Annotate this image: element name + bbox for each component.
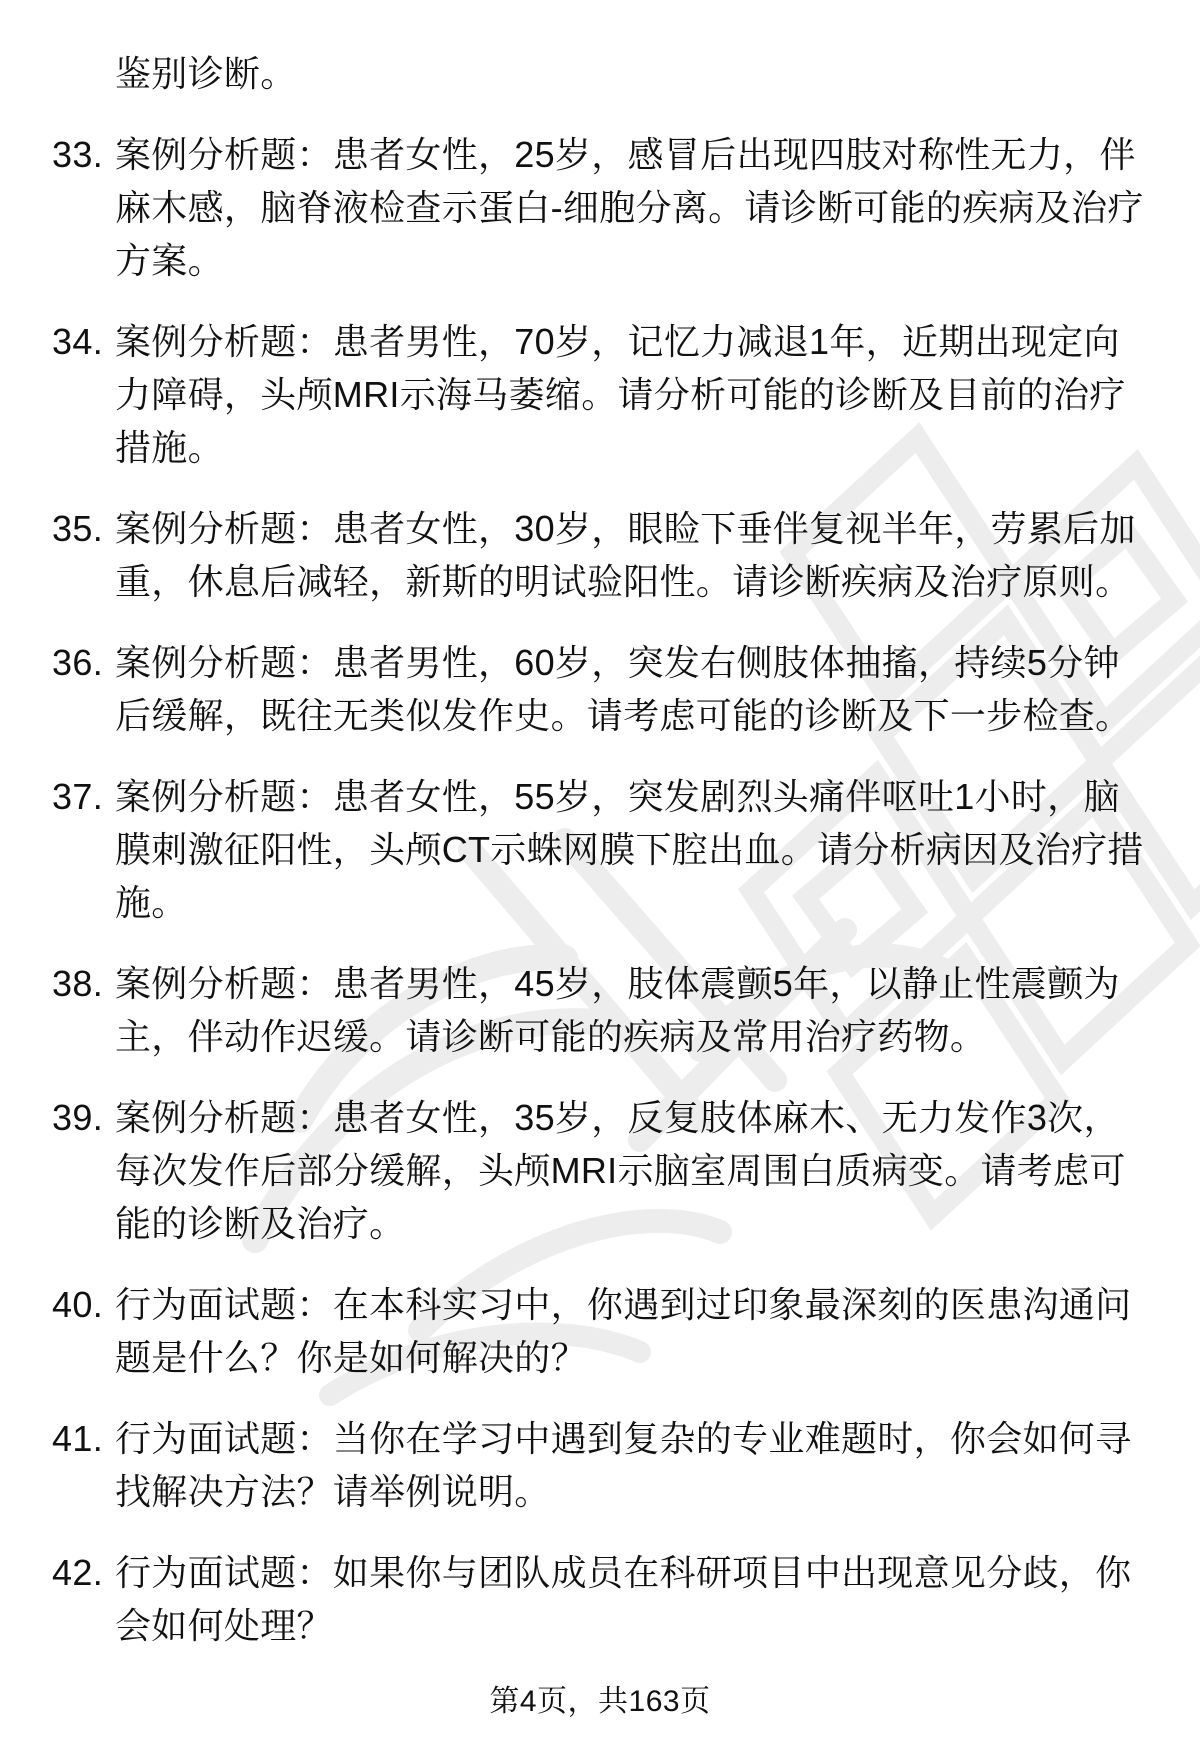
question-number: 41. bbox=[52, 1418, 103, 1459]
question-item bbox=[52, 128, 1150, 287]
question-number: 39. bbox=[52, 1097, 103, 1138]
question-number: 38. bbox=[52, 963, 103, 1004]
continuation-text: 鉴别诊断。 bbox=[115, 53, 297, 94]
question-text: 行为面试题：在本科实习中，你遇到过印象最深刻的医患沟通问题是什么？你是如何解决的？ bbox=[115, 1284, 1132, 1378]
question-text: 案例分析题：患者男性，60岁，突发右侧肢体抽搐，持续5分钟后缓解，既往无类似发作史。请考虑可能的诊断及下一步检查。 bbox=[115, 642, 1132, 736]
question-text: 案例分析题：患者男性，45岁，肢体震颤5年，以静止性震颤为主，伴动作迟缓。请诊断可能的疾病及常用治疗药物。 bbox=[115, 963, 1120, 1057]
question-item bbox=[52, 315, 1150, 474]
question-number: 40. bbox=[52, 1284, 103, 1325]
question-text: 案例分析题：患者女性，25岁，感冒后出现四肢对称性无力，伴麻木感，脑脊液检查示蛋白-细胞分离。请诊断可能的疾病及治疗方案。 bbox=[115, 134, 1144, 281]
question-list bbox=[52, 47, 1150, 1680]
question-item bbox=[52, 1546, 1150, 1652]
question-number: 33. bbox=[52, 134, 103, 175]
question-text: 案例分析题：患者女性，35岁，反复肢体麻木、无力发作3次，每次发作后部分缓解，头颅MRI示脑室周围白质病变。请考虑可能的诊断及治疗。 bbox=[115, 1097, 1126, 1244]
question-item bbox=[52, 1091, 1150, 1250]
question-item bbox=[52, 957, 1150, 1063]
question-item bbox=[52, 502, 1150, 608]
question-item bbox=[52, 636, 1150, 742]
question-number: 36. bbox=[52, 642, 103, 683]
question-number: 35. bbox=[52, 508, 103, 549]
question-item bbox=[52, 1412, 1150, 1518]
question-text: 案例分析题：患者女性，55岁，突发剧烈头痛伴呕吐1小时，脑膜刺激征阳性，头颅CT示蛛网膜下腔出血。请分析病因及治疗措施。 bbox=[115, 776, 1144, 923]
question-text: 案例分析题：患者男性，70岁，记忆力减退1年，近期出现定向力障碍，头颅MRI示海马萎缩。请分析可能的诊断及目前的治疗措施。 bbox=[115, 321, 1126, 468]
page-number-indicator: 第4页，共163页 bbox=[489, 1685, 711, 1718]
question-text: 案例分析题：患者女性，30岁，眼睑下垂伴复视半年，劳累后加重，休息后减轻，新斯的明试验阳性。请诊断疾病及治疗原则。 bbox=[115, 508, 1136, 602]
question-text: 行为面试题：如果你与团队成员在科研项目中出现意见分歧，你会如何处理？ bbox=[115, 1552, 1132, 1646]
question-item bbox=[52, 770, 1150, 929]
question-item bbox=[52, 1278, 1150, 1384]
question-number: 42. bbox=[52, 1552, 103, 1593]
question-number: 34. bbox=[52, 321, 103, 362]
question-text: 行为面试题：当你在学习中遇到复杂的专业难题时，你会如何寻找解决方法？请举例说明。 bbox=[115, 1418, 1132, 1512]
question-number: 37. bbox=[52, 776, 103, 817]
